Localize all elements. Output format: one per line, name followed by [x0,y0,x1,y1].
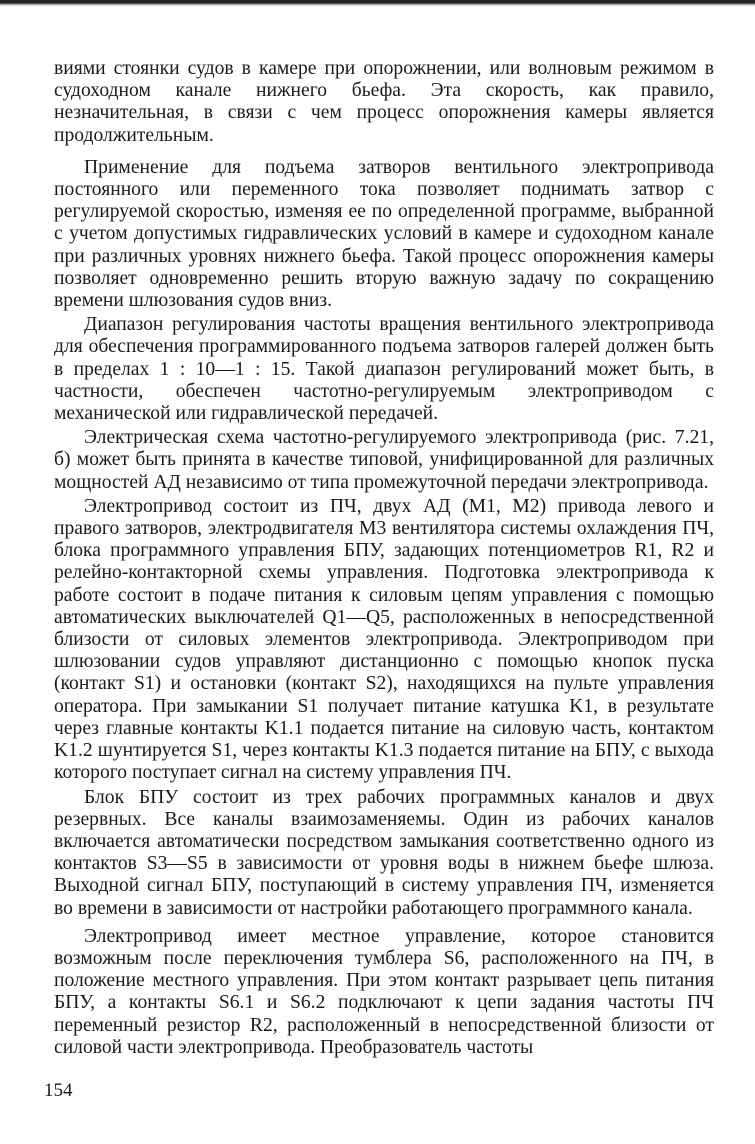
page-body [54,58,714,1059]
paragraph-local-control: Электропривод имеет местное управление, которое становится возможным после переключения тумблера S6, расположенного на ПЧ, в положение местного управления. При этом контакт разрывает цепь питания БПУ, а контакты S6.1 и S6.2 подключают к цепи задания частоты ПЧ переменный резистор R2, расположенный в непосредственной близости от силовой части электропривода. Преобразователь частоты [54,925,714,1058]
paragraph-continuation: виями стоянки судов в камере при опорожнении, или волновым режимом в судоходном канале нижнего бьефа. Эта скорость, как правило, незначительная, в связи с чем процесс опорожнения камеры является продолжительным. [54,58,714,146]
paragraph-bpu-block: Блок БПУ состоит из трех рабочих программных каналов и двух резервных. Все каналы взаимозаменяемы. Один из рабочих каналов включается автоматически посредством замыкания соответственно одного из контактов S3—S5 в зависимости от уровня воды в нижнем бьефе шлюза. Выходной сигнал БПУ, поступающий в систему управления ПЧ, изменяется во времени в зависимости от настройки работающего программного канала. [54,786,714,919]
scan-top-edge [0,0,755,6]
paragraph-speed-range: Диапазон регулирования частоты вращения вентильного электропривода для обеспечения программированного подъема затворов галерей должен быть в пределах 1 : 10—1 : 15. Такой диапазон регулирований может быть, в частности, обеспечен частотно-регулируемым электроприводом с механической или гидравлической передачей. [54,314,714,425]
paragraph-gate-drive: Применение для подъема затворов вентильного электропривода постоянного или переменного тока позволяет поднимать затвор с регулируемой скоростью, изменяя ее по определенной программе, выбранной с учетом допустимых гидравлических условий в камере и судоходном канале при различных уровнях нижнего бьефа. Такой процесс опорожнения камеры позволяет одновременно решить вторую важную задачу по сокращению времени шлюзования судов вниз. [54,156,714,312]
paragraph-drive-composition: Электропривод состоит из ПЧ, двух АД (M1, M2) привода левого и правого затворов, электродвигателя M3 вентилятора системы охлаждения ПЧ, блока программного управления БПУ, задающих потенциометров R1, R2 и релейно-контакторной схемы управления. Подготовка электропривода к работе состоит в подаче питания к силовым цепям управления с помощью автоматических выключателей Q1—Q5, расположенных в непосредственной близости от силовых элементов электропривода. Электроприводом при шлюзовании судов управляют дистанционно с помощью кнопок пуска (контакт S1) и остановки (контакт S2), находящихся на пульте управления оператора. При замыкании S1 получает питание катушка K1, в результате через главные контакты K1.1 подается питание на силовую часть, контактом K1.2 шунтируется S1, через контакты K1.3 подается питание на БПУ, с выхода которого поступает сигнал на систему управления ПЧ. [54,495,714,784]
paragraph-electric-scheme: Электрическая схема частотно-регулируемого электропривода (рис. 7.21, б) может быть принята в качестве типовой, унифицированной для различных мощностей АД независимо от типа промежуточной передачи электропривода. [54,427,714,493]
page-number: 154 [44,1080,73,1101]
